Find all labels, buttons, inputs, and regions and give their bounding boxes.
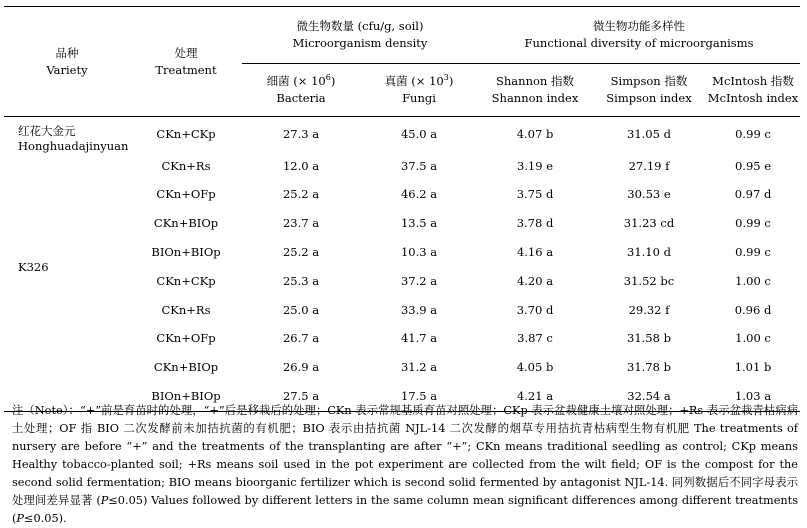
fungi-cell: 10.3 a — [400, 245, 438, 260]
table-row — [4, 267, 800, 296]
treatment-cell: CKn+OFp — [156, 187, 216, 202]
treatment-cell: CKn+BIOp — [153, 360, 219, 375]
diversity-header-cn: 微生物功能多样性 — [593, 19, 686, 33]
simpson-header-en: Simpson index — [606, 91, 692, 105]
variety-header-cn: 品种 — [55, 45, 79, 60]
simpson-cell: 30.53 e — [627, 187, 671, 202]
treatment-cell: CKn+OFp — [156, 331, 216, 346]
bacteria-header — [242, 64, 360, 117]
shannon-cell: 4.20 a — [516, 273, 554, 288]
variety-cell — [4, 259, 130, 296]
table-footnote — [12, 402, 798, 528]
table-row — [4, 353, 800, 382]
treatment-cell: CKn+BIOp — [153, 216, 219, 231]
variety-name-cn: K326 — [18, 259, 49, 274]
bacteria-header-cn: 细菌 (× 10 — [266, 74, 326, 88]
diversity-header — [478, 7, 800, 64]
fungi-cell: 41.7 a — [400, 331, 438, 346]
mcintosh-cell: 1.00 c — [735, 331, 771, 346]
table-row — [4, 209, 800, 238]
mcintosh-cell: 0.96 d — [734, 302, 772, 317]
treatment-cell: CKn+CKp — [156, 126, 216, 141]
table-row — [4, 296, 800, 325]
simpson-header — [592, 64, 706, 117]
mcintosh-cell: 0.95 e — [734, 158, 772, 173]
simpson-header-cn: Simpson 指数 — [610, 74, 688, 88]
bacteria-cell: 25.3 a — [282, 273, 320, 288]
table-row — [4, 152, 800, 181]
fungi-exponent: 3 — [443, 73, 449, 83]
simpson-cell: 32.54 a — [592, 382, 706, 411]
shannon-cell: 4.21 a — [478, 382, 592, 411]
simpson-cell: 31.05 d — [627, 126, 671, 141]
shannon-cell: 4.05 b — [516, 360, 554, 375]
fungi-cell: 37.2 a — [400, 273, 438, 288]
shannon-cell: 3.87 c — [517, 331, 553, 346]
variety-cell — [4, 138, 130, 181]
footnote-p-symbol: P — [100, 494, 109, 507]
variety-header-en: Variety — [46, 62, 88, 77]
shannon-header — [478, 64, 592, 117]
treatment-cell: BIOn+BIOp — [151, 245, 221, 260]
mcintosh-header-en: McIntosh index — [707, 91, 799, 105]
treatment-cell: CKn+CKp — [156, 273, 216, 288]
variety-name-cn: 红花大金元 — [18, 124, 76, 138]
density-header-cn: 微生物数量 (cfu/g, soil) — [296, 19, 424, 33]
bacteria-header-en: Bacteria — [276, 91, 326, 105]
simpson-cell: 27.19 f — [628, 158, 670, 173]
shannon-header-en: Shannon index — [491, 91, 579, 105]
shannon-cell: 3.78 d — [516, 216, 554, 231]
shannon-cell: 4.16 a — [516, 245, 554, 260]
bacteria-cell: 25.0 a — [282, 302, 320, 317]
variety-name-en: Honghuadajinyuan — [18, 138, 129, 153]
mcintosh-cell: 0.99 c — [735, 245, 771, 260]
fungi-header — [360, 64, 478, 117]
footnote-text-3: ≤0.05). — [24, 512, 67, 525]
simpson-cell: 31.58 b — [627, 331, 671, 346]
footnote-text-1: 注（Note）：“+”前是育苗时的处理，“+”后是移栽后的处理；CKn 表示常规基质育苗对照处理；CKp 表示盆栽健康土壤对照处理；+Rs 表示盆栽青枯病病土处理；OF 指 BIO 二次发酵前未加拮抗菌的有机肥；BIO 表示由拮抗菌 NJL-14 二次发酵的烟草专用拮抗青枯病型生物有机肥 The treatments of nursery are before “+” and the treatments of the transplanting are after “+”; CKn means traditional seedling as control; CKp means Healthy tobacco-planted soil; +Rs means soil used in the pot experiment are collected from the wilt field; OF is the compost for the second solid fermentation; BIO means bioorganic fertilizer which is second solid fermented by antagonist NJL-14. 同列数据后不同字母表示处理间差异显著 ( — [12, 404, 798, 507]
bacteria-cell: 12.0 a — [282, 158, 320, 173]
density-header-en: Microorganism density — [292, 36, 428, 50]
bacteria-cell: 25.2 a — [282, 245, 320, 260]
simpson-cell: 31.23 cd — [623, 216, 675, 231]
table-row — [4, 181, 800, 210]
simpson-cell: 29.32 f — [628, 302, 670, 317]
bacteria-close-paren: ) — [330, 74, 336, 88]
fungi-header-cn: 真菌 (× 10 — [384, 74, 444, 88]
diversity-header-en: Functional diversity of microorganisms — [524, 36, 754, 50]
fungi-cell: 46.2 a — [400, 187, 438, 202]
density-header — [242, 7, 478, 64]
treatment-cell: CKn+Rs — [161, 302, 211, 317]
shannon-cell: 4.07 b — [516, 126, 554, 141]
bacteria-cell: 27.5 a — [242, 382, 360, 411]
mcintosh-cell: 1.00 c — [735, 273, 771, 288]
bacteria-exponent: 6 — [325, 73, 331, 83]
fungi-header-en: Fungi — [402, 91, 436, 105]
mcintosh-cell: 0.97 d — [734, 187, 772, 202]
simpson-cell: 31.52 bc — [623, 273, 675, 288]
mcintosh-cell: 0.99 c — [735, 216, 771, 231]
fungi-close-paren: ) — [448, 74, 454, 88]
treatment-header-cn: 处理 — [174, 45, 198, 60]
shannon-cell: 3.70 d — [516, 302, 554, 317]
mcintosh-cell: 1.03 a — [706, 382, 800, 411]
mcintosh-header — [706, 64, 800, 117]
treatment-header — [130, 7, 242, 117]
mcintosh-cell: 0.99 c — [735, 126, 771, 141]
bacteria-cell: 27.3 a — [282, 126, 320, 141]
shannon-cell: 3.19 e — [516, 158, 554, 173]
bacteria-cell: 23.7 a — [282, 216, 320, 231]
table-row — [4, 325, 800, 354]
fungi-cell: 31.2 a — [400, 360, 438, 375]
fungi-cell: 17.5 a — [360, 382, 478, 411]
treatment-header-en: Treatment — [155, 62, 217, 77]
mcintosh-header-cn: McIntosh 指数 — [712, 74, 794, 88]
variety-header — [4, 7, 130, 117]
bacteria-cell: 25.2 a — [282, 187, 320, 202]
fungi-cell: 13.5 a — [400, 216, 438, 231]
bacteria-cell: 26.7 a — [282, 331, 320, 346]
simpson-cell: 31.78 b — [627, 360, 671, 375]
data-table — [4, 6, 800, 412]
fungi-cell: 33.9 a — [400, 302, 438, 317]
footnote-p-symbol: P — [16, 512, 25, 525]
mcintosh-cell: 1.01 b — [734, 360, 772, 375]
shannon-header-cn: Shannon 指数 — [496, 74, 574, 88]
bacteria-cell: 26.9 a — [282, 360, 320, 375]
treatment-cell: CKn+Rs — [161, 158, 211, 173]
fungi-cell: 37.5 a — [400, 158, 438, 173]
shannon-cell: 3.75 d — [516, 187, 554, 202]
fungi-cell: 45.0 a — [400, 126, 438, 141]
footnote-text-2: ≤0.05) Values followed by different letters in the same column mean significant differences among different treatments ( — [12, 494, 799, 525]
treatment-cell: BIOn+BIOp — [130, 382, 242, 411]
simpson-cell: 31.10 d — [627, 245, 671, 260]
